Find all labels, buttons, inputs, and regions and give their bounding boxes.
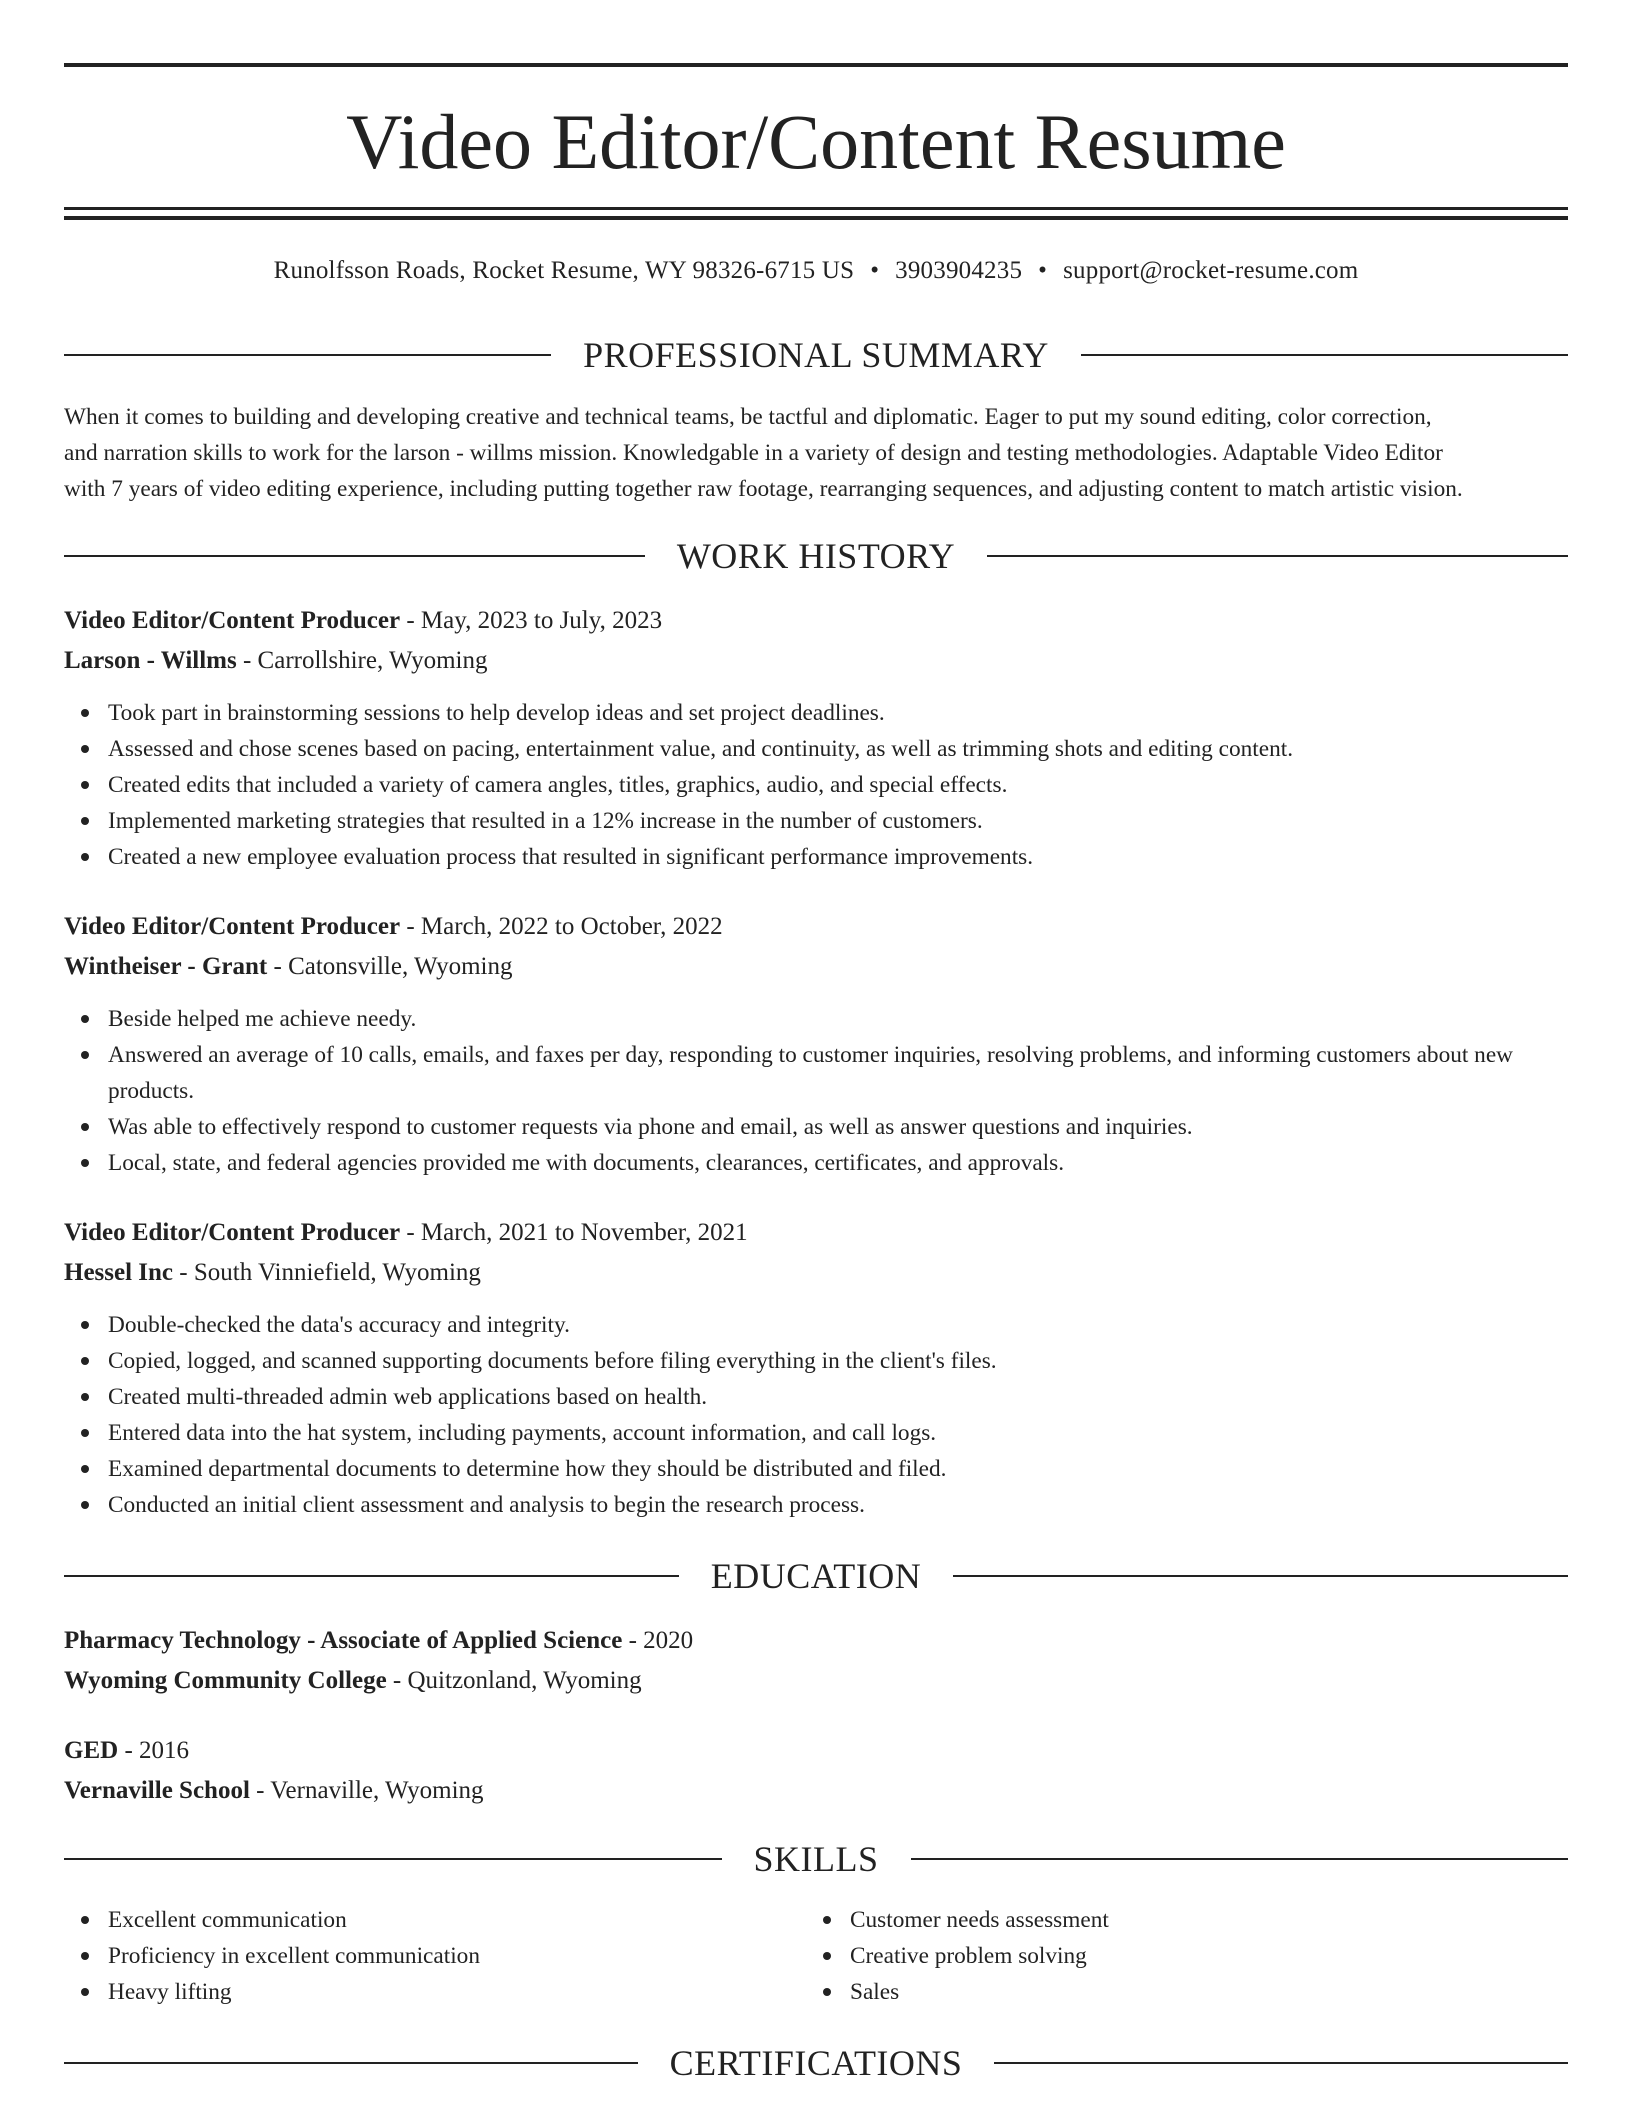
section-certifications-heading — [64, 2041, 1568, 2085]
education-degree-line — [64, 1623, 1568, 1659]
education-year: - 2016 — [118, 1737, 190, 1764]
skill-item: Proficiency in excellent communication — [64, 1938, 1568, 1974]
job-bullet-list — [64, 695, 1568, 875]
heading-rule — [1081, 354, 1568, 356]
section-work-heading — [64, 534, 1568, 578]
job-title: Video Editor/Content Producer — [64, 913, 401, 940]
list-item: Copied, logged, and scanned supporting documents before filing everything in the client's files. — [64, 1343, 1568, 1379]
summary-line: When it comes to building and developing creative and technical teams, be tactful and diplomatic. Eager to put my sound editing, color correction, — [64, 404, 1432, 430]
list-item: Double-checked the data's accuracy and integrity. — [64, 1307, 1568, 1343]
skill-item: Sales — [806, 1974, 1632, 2010]
summary-line: and narration skills to work for the larson - willms mission. Knowledgable in a variety of design and testing methodologies. Adaptable Video Editor — [64, 440, 1443, 466]
skill-item: Creative problem solving — [806, 1938, 1632, 1974]
header-top-rule — [64, 63, 1568, 67]
heading-rule — [994, 2062, 1568, 2064]
contact-separator: • — [1038, 257, 1048, 284]
heading-rule — [64, 1858, 722, 1860]
skill-item: Excellent communication — [64, 1902, 1568, 1938]
job-dates: - March, 2022 to October, 2022 — [400, 913, 723, 940]
list-item: Conducted an initial client assessment and analysis to begin the research process. — [64, 1487, 1568, 1523]
education-school: Vernaville School — [64, 1777, 250, 1804]
job-bullet-list — [64, 1001, 1568, 1181]
contact-phone: 3903904235 — [895, 257, 1023, 284]
education-degree-line — [64, 1733, 1568, 1769]
job-company: Hessel Inc — [64, 1259, 174, 1286]
list-item: Entered data into the hat system, including payments, account information, and call logs. — [64, 1415, 1568, 1451]
job-dates: - May, 2023 to July, 2023 — [400, 607, 663, 634]
summary-line: with 7 years of video editing experience, including putting together raw footage, rearranging sequences, and adjusting content to match artistic vision. — [64, 476, 1463, 502]
section-title: PROFESSIONAL SUMMARY — [583, 335, 1049, 375]
education-school: Wyoming Community College — [64, 1667, 387, 1694]
job-title-line — [64, 1215, 1568, 1251]
education-degree: Pharmacy Technology - Associate of Applied Science — [64, 1627, 623, 1654]
header-double-rule — [64, 207, 1568, 220]
section-summary-heading — [64, 333, 1568, 377]
heading-rule — [64, 555, 645, 557]
section-title: CERTIFICATIONS — [669, 2043, 963, 2083]
section-title: EDUCATION — [710, 1556, 922, 1596]
job-company-line — [64, 643, 1568, 679]
list-item: Created edits that included a variety of camera angles, titles, graphics, audio, and special effects. — [64, 767, 1568, 803]
heading-rule — [64, 2062, 638, 2064]
job-company-line — [64, 949, 1568, 985]
summary-paragraph — [64, 399, 1568, 507]
job-company: Wintheiser - Grant — [64, 953, 268, 980]
job-location: - Carrollshire, Wyoming — [236, 647, 488, 674]
skills-list-right — [806, 1902, 1632, 2010]
list-item: Was able to effectively respond to customer requests via phone and email, as well as answer questions and inquiries. — [64, 1109, 1568, 1145]
job-title-line — [64, 909, 1568, 945]
education-year: - 2020 — [622, 1627, 694, 1654]
job-title-line — [64, 603, 1568, 639]
resume-title: Video Editor/Content Resume — [346, 98, 1286, 185]
section-title: WORK HISTORY — [676, 536, 956, 576]
heading-rule — [64, 354, 551, 356]
job-title: Video Editor/Content Producer — [64, 1219, 401, 1246]
section-education-heading — [64, 1554, 1568, 1598]
contact-address: Runolfsson Roads, Rocket Resume, WY 98326-6715 US — [273, 257, 855, 284]
heading-rule — [911, 1858, 1569, 1860]
education-location: - Quitzonland, Wyoming — [386, 1667, 642, 1694]
skill-item: Heavy lifting — [64, 1974, 1568, 2010]
heading-rule — [987, 555, 1568, 557]
job-dates: - March, 2021 to November, 2021 — [400, 1219, 748, 1246]
list-item: Implemented marketing strategies that resulted in a 12% increase in the number of customers. — [64, 803, 1568, 839]
job-location: - South Vinniefield, Wyoming — [173, 1259, 481, 1286]
list-item: Answered an average of 10 calls, emails, and faxes per day, responding to customer inquiries, resolving problems, and informing customers about new products. — [64, 1037, 1568, 1109]
list-item: Local, state, and federal agencies provided me with documents, clearances, certificates, and approvals. — [64, 1145, 1568, 1181]
contact-separator: • — [870, 257, 880, 284]
list-item: Assessed and chose scenes based on pacing, entertainment value, and continuity, as well as trimming shots and editing content. — [64, 731, 1568, 767]
job-company: Larson - Willms — [64, 647, 237, 674]
contact-email: support@rocket-resume.com — [1063, 257, 1359, 284]
education-location: - Vernaville, Wyoming — [249, 1777, 484, 1804]
job-bullet-list — [64, 1307, 1568, 1523]
education-degree: GED — [64, 1737, 119, 1764]
job-company-line — [64, 1255, 1568, 1291]
section-skills-heading — [64, 1837, 1568, 1881]
list-item: Took part in brainstorming sessions to help develop ideas and set project deadlines. — [64, 695, 1568, 731]
education-school-line — [64, 1663, 1568, 1699]
list-item: Examined departmental documents to determine how they should be distributed and filed. — [64, 1451, 1568, 1487]
heading-rule — [64, 1575, 679, 1577]
heading-rule — [953, 1575, 1568, 1577]
list-item: Created multi-threaded admin web applications based on health. — [64, 1379, 1568, 1415]
job-location: - Catonsville, Wyoming — [267, 953, 513, 980]
contact-line — [64, 255, 1568, 287]
education-school-line — [64, 1773, 1568, 1809]
job-title: Video Editor/Content Producer — [64, 607, 401, 634]
list-item: Created a new employee evaluation process that resulted in significant performance improvements. — [64, 839, 1568, 875]
skill-item: Customer needs assessment — [806, 1902, 1632, 1938]
list-item: Beside helped me achieve needy. — [64, 1001, 1568, 1037]
section-title: SKILLS — [753, 1839, 879, 1879]
